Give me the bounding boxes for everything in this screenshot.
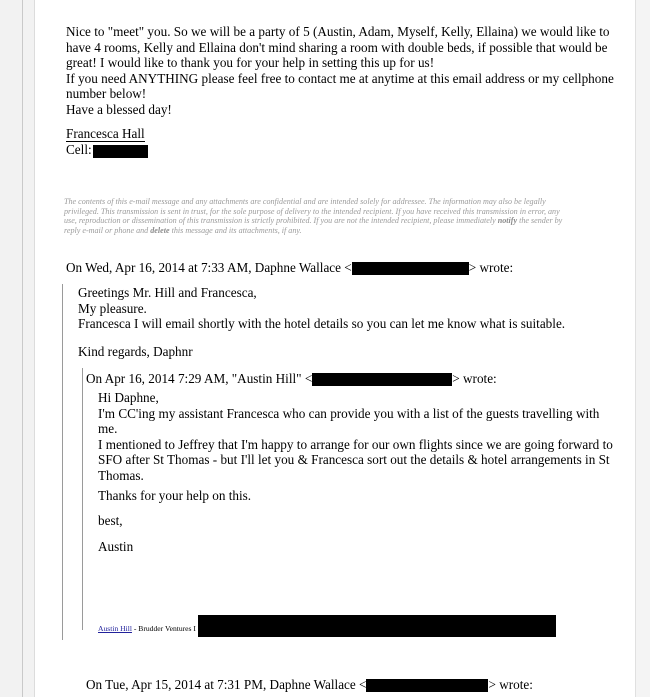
quote-1-line-3: Francesca I will email shortly with the hotel details so you can let me know what is suitable. bbox=[78, 316, 566, 332]
quote-bar-level-2 bbox=[82, 368, 83, 630]
redaction-bar-email-3 bbox=[366, 679, 488, 692]
quote-2-small-signature bbox=[98, 615, 618, 637]
quote-1-header-prefix: On Wed, Apr 16, 2014 at 7:33 AM, Daphne Wallace < bbox=[66, 260, 352, 275]
quote-3-header bbox=[86, 677, 533, 693]
quote-1-closing: Kind regards, Daphnr bbox=[78, 343, 193, 359]
scan-right-margin bbox=[635, 0, 650, 697]
cell-label: Cell: bbox=[66, 142, 92, 158]
signer-name: Francesca Hall bbox=[66, 125, 145, 141]
quote-1-header bbox=[66, 260, 513, 276]
quote-3-header-suffix: > wrote: bbox=[488, 677, 533, 692]
austin-hill-link[interactable]: Austin Hill bbox=[98, 624, 132, 633]
disclaimer-line-3: use, reproduction or dissemination of this transmission is strictly prohibited. If you are not the intended recipient, please immediately bbox=[64, 216, 496, 226]
disclaimer-line-1: The contents of this e-mail message and any attachments are confidential and are intended solely for addressee. The information may also be legally bbox=[64, 197, 546, 206]
scan-left-margin bbox=[0, 0, 35, 697]
quote-1-header-suffix: > wrote: bbox=[468, 260, 514, 275]
disclaimer-line-4-end: this message and its attachments, if any. bbox=[171, 225, 302, 235]
quote-2-header-prefix: On Apr 16, 2014 7:29 AM, "Austin Hill" < bbox=[86, 371, 313, 386]
disclaimer-delete-bold: delete bbox=[150, 225, 170, 235]
redaction-bar-cell bbox=[93, 145, 148, 158]
paragraph-3: Have a blessed day! bbox=[66, 101, 172, 117]
quote-bar-level-1 bbox=[62, 284, 63, 640]
paragraph-1: Nice to "meet" you. So we will be a party of 5 (Austin, Adam, Myself, Kelly, Ellaina) we would like to have 4 rooms, Kelly and Ellaina don't mind sharing a room with double beds, if possible that would be great! I would like to thank you for your help in setting this up for us! bbox=[66, 24, 610, 71]
redaction-bar-email-1 bbox=[352, 262, 469, 275]
quote-1-line-1: Greetings Mr. Hill and Francesca, bbox=[78, 285, 257, 300]
scan-left-fold-line bbox=[22, 0, 23, 697]
disclaimer-line-2: privileged. This transmission is sent in trust, for the sole purpose of delivery to the intended recipient. If you have received this transmission in error, any bbox=[64, 206, 560, 216]
paragraph-2: If you need ANYTHING please feel free to contact me at anytime at this email address or my cellphone number below! bbox=[66, 70, 614, 102]
quote-2-body bbox=[98, 390, 618, 554]
quote-3-header-prefix: On Tue, Apr 15, 2014 at 7:31 PM, Daphne Wallace < bbox=[86, 677, 367, 692]
disclaimer-line-4-start: reply e-mail or phone and bbox=[64, 225, 149, 235]
quote-1-body bbox=[78, 285, 618, 359]
quote-2-name: Austin bbox=[98, 538, 134, 554]
quote-1-line-2: My pleasure. bbox=[78, 300, 147, 316]
legal-disclaimer bbox=[64, 197, 620, 235]
quote-2-greeting: Hi Daphne, bbox=[98, 390, 159, 405]
quote-2-closing: best, bbox=[98, 513, 123, 529]
quote-2-header bbox=[86, 371, 497, 387]
disclaimer-notify-bold: notify bbox=[497, 216, 518, 226]
quote-2-paragraph-2: I mentioned to Jeffrey that I'm happy to arrange for our own flights since we are going forward to SFO after St Thomas - but I'll let you & Francesca sort out the details & hotel arrangements in St Thomas. bbox=[98, 436, 613, 483]
quote-2-header-suffix: > wrote: bbox=[452, 371, 497, 386]
main-message bbox=[66, 24, 626, 158]
quote-2-paragraph-3: Thanks for your help on this. bbox=[98, 487, 252, 503]
small-signature-text: - Brudder Ventures I bbox=[131, 624, 196, 633]
signature-block bbox=[66, 126, 626, 158]
redaction-bar-signature bbox=[198, 615, 556, 637]
disclaimer-line-3-end: the sender by bbox=[519, 216, 563, 226]
redaction-bar-email-2 bbox=[312, 373, 452, 386]
quote-2-paragraph-1: I'm CC'ing my assistant Francesca who can provide you with a list of the guests travelling with me. bbox=[98, 405, 600, 437]
